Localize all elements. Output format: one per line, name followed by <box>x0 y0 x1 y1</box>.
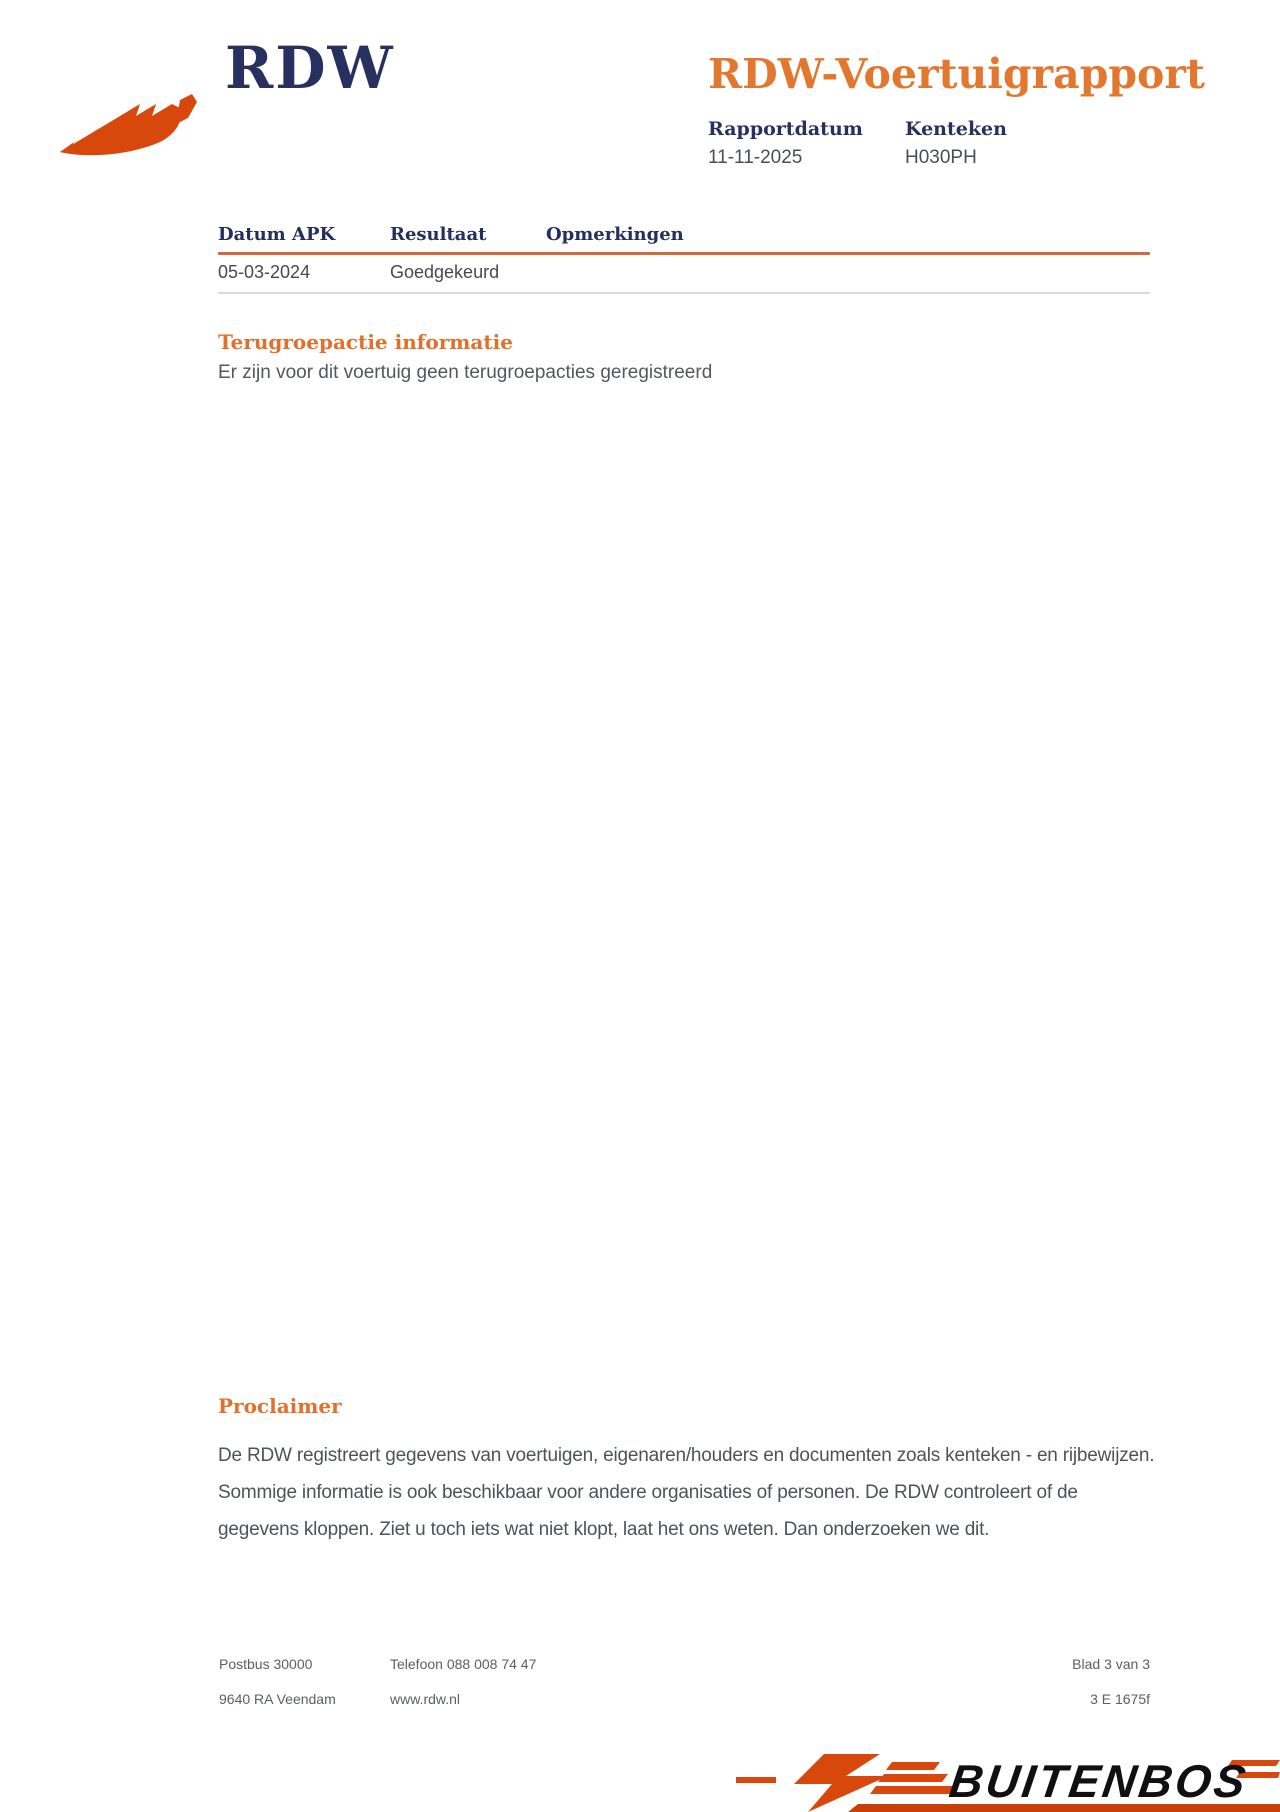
footer-page-indicator: Blad 3 van 3 <box>1072 1656 1150 1672</box>
proclaimer-heading: Proclaimer <box>218 1394 342 1418</box>
license-plate-value: H030PH <box>905 147 977 168</box>
report-date-value: 11-11-2025 <box>708 147 803 168</box>
rdw-swoosh-icon <box>56 82 206 162</box>
column-header-resultaat: Resultaat <box>390 224 487 245</box>
footer-postbus: Postbus 30000 <box>219 1656 313 1672</box>
recall-section-heading: Terugroepactie informatie <box>218 330 513 354</box>
proclaimer-body: De RDW registreert gegevens van voertuigen, eigenaren/houders en documenten zoals kenteken - en rijbewijzen. Sommige informatie is ook beschikbaar voor andere organisaties of personen. De RDW controleert of de gegevens kloppen. Ziet u toch iets wat niet klopt, laat het ons weten. Dan onderzoeken we dit. <box>218 1445 1155 1540</box>
cell-opmerkingen <box>546 255 1150 292</box>
buitenbos-brand-text: BUITENBOS <box>946 1755 1252 1807</box>
report-date-label: Rapportdatum <box>708 118 863 140</box>
column-header-datum-apk: Datum APK <box>218 224 336 245</box>
cell-datum-apk: 05-03-2024 <box>218 262 311 282</box>
report-date <box>708 118 863 169</box>
buitenbos-logo <box>688 1750 1280 1812</box>
recall-section-body: Er zijn voor dit voertuig geen terugroepacties geregistreerd <box>218 362 713 383</box>
column-header-opmerkingen: Opmerkingen <box>546 224 684 245</box>
footer-phone: Telefoon 088 008 74 47 <box>390 1656 537 1672</box>
table-row <box>218 255 1150 292</box>
cell-resultaat: Goedgekeurd <box>390 262 500 282</box>
rdw-logo-text: RDW <box>225 34 395 102</box>
apk-table <box>218 224 1150 294</box>
apk-table-header-row <box>218 224 1150 252</box>
footer-form-code: 3 E 1675f <box>1090 1691 1150 1707</box>
table-row-rule <box>218 292 1150 294</box>
license-plate-label: Kenteken <box>905 118 1007 140</box>
footer-city: 9640 RA Veendam <box>219 1691 336 1707</box>
license-plate <box>905 118 1007 169</box>
footer-website: www.rdw.nl <box>390 1691 461 1707</box>
report-title: RDW-Voertuigrapport <box>708 50 1205 98</box>
